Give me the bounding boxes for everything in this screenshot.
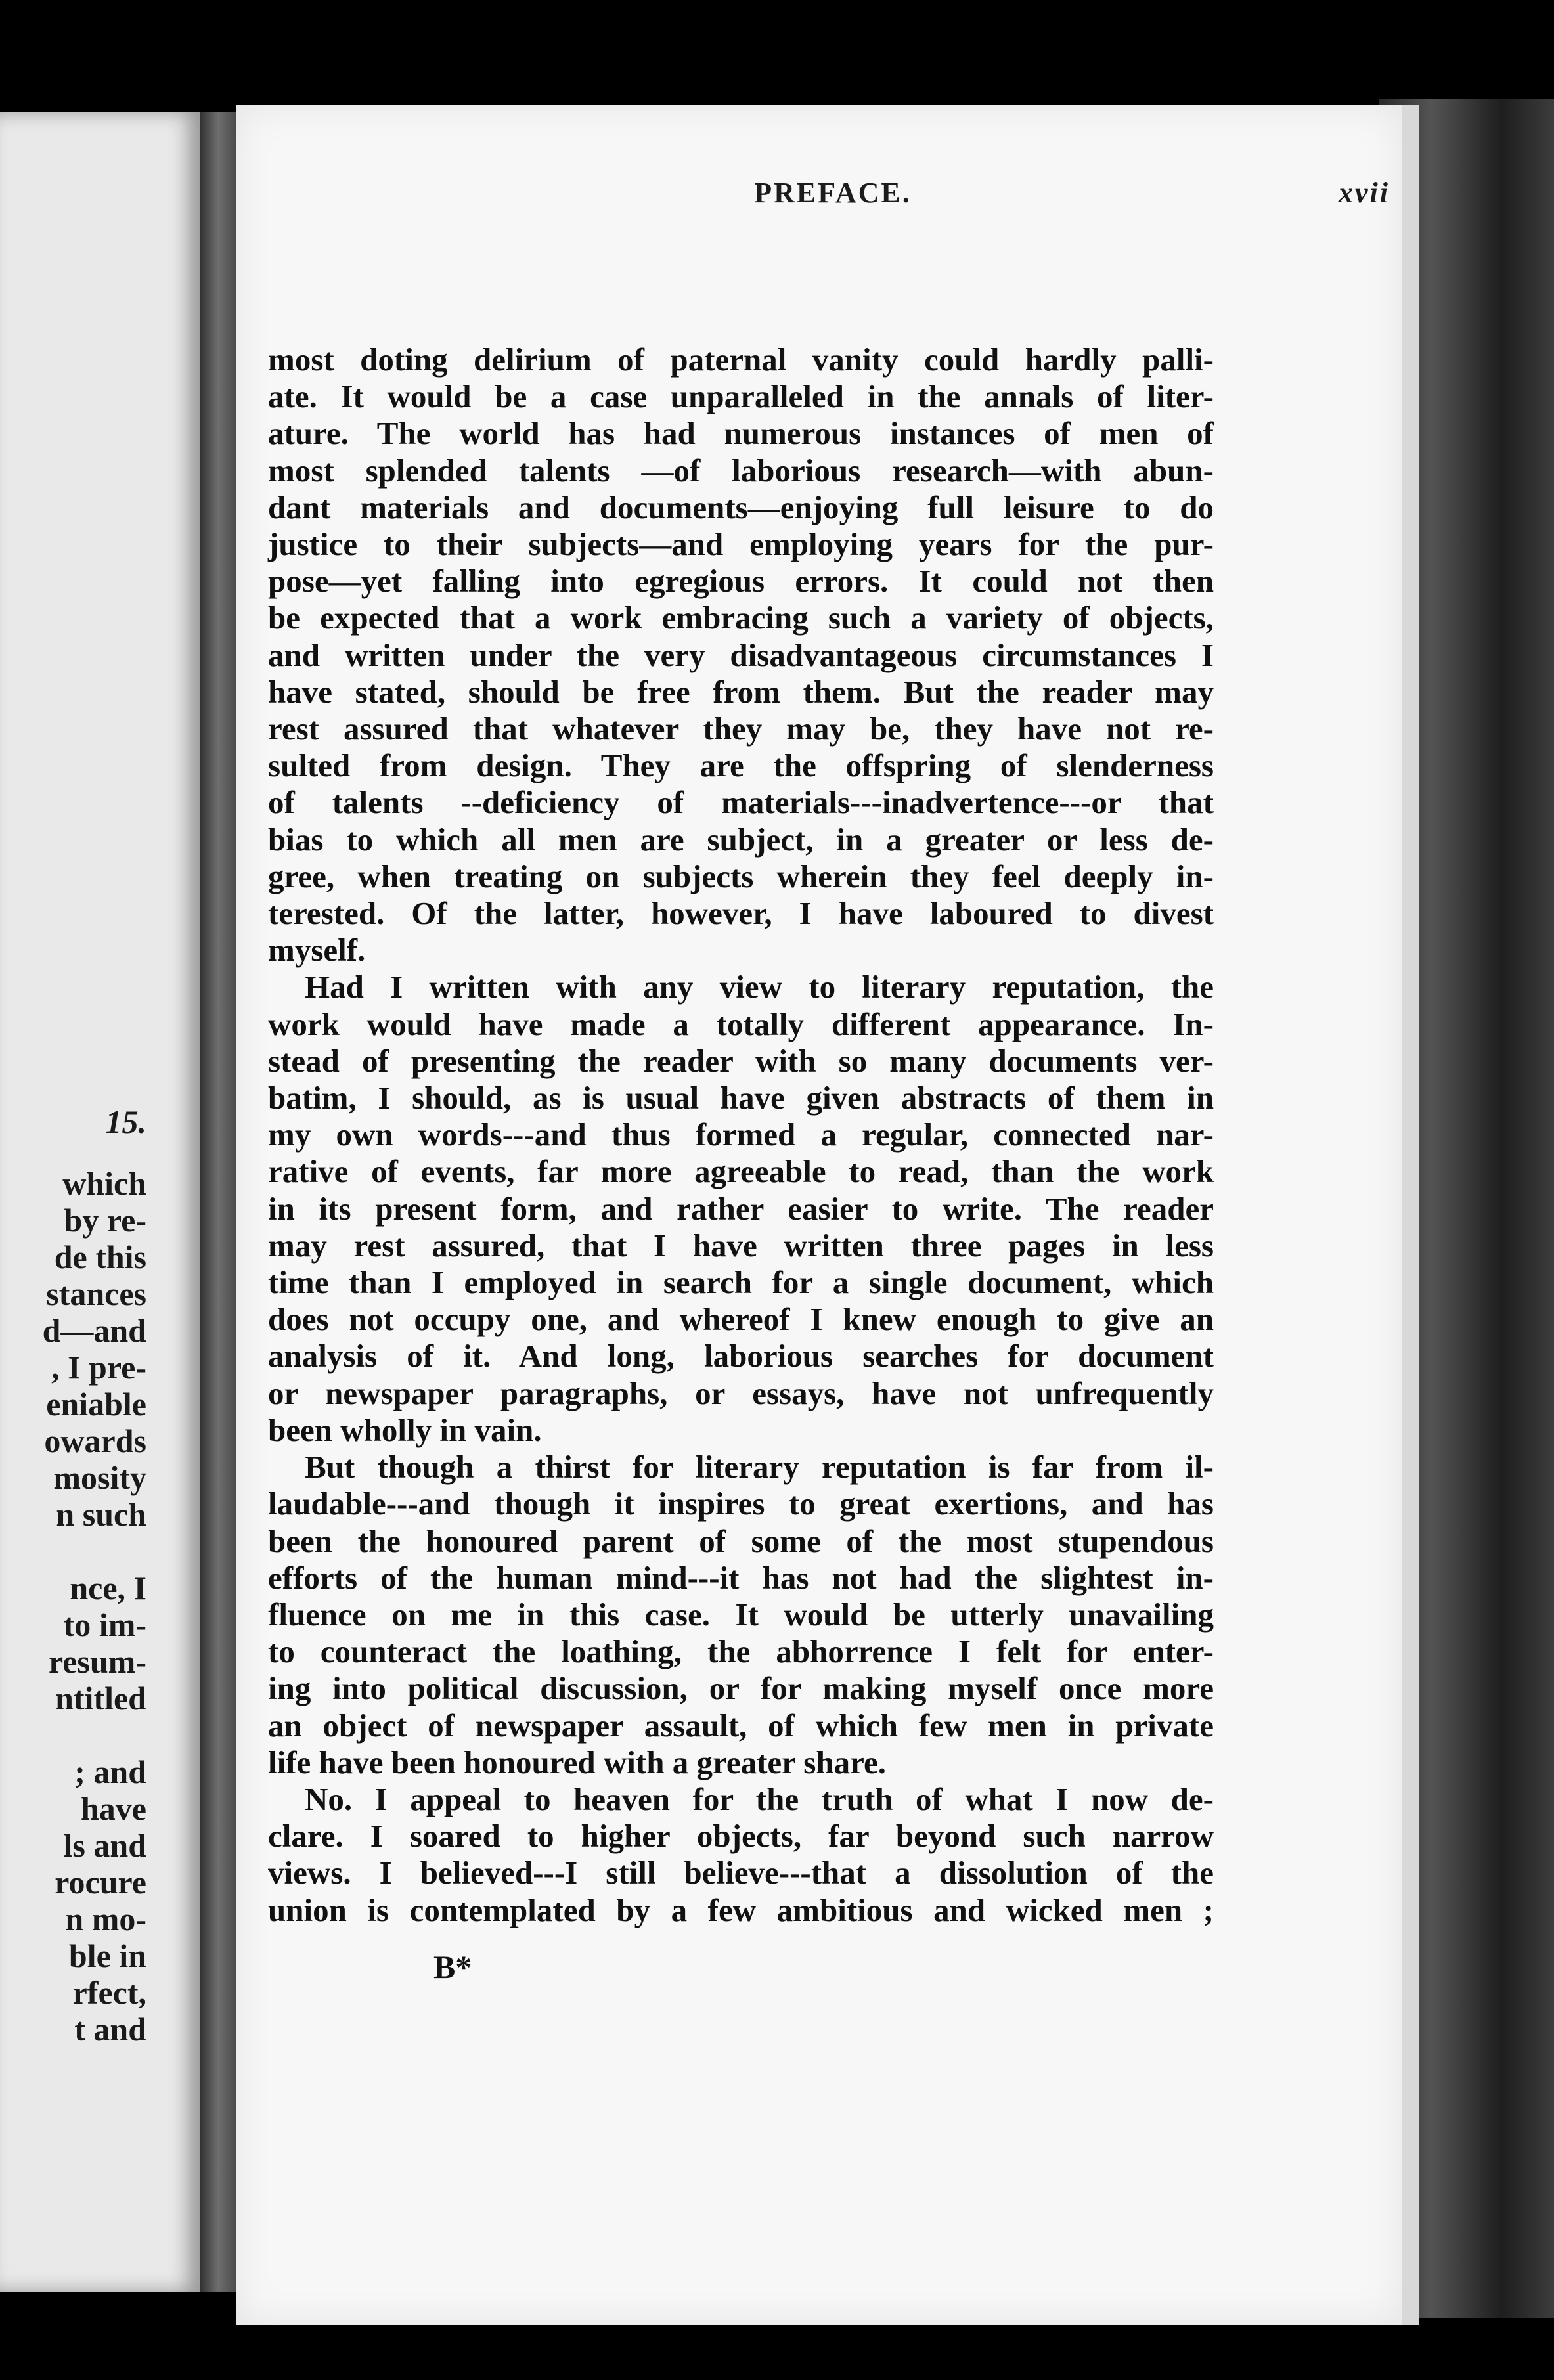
text-line: terested. Of the latter, however, I have laboured to divest: [268, 895, 1214, 932]
facing-page-block-a: [43, 1165, 146, 1533]
text-line: bias to which all men are subject, in a greater or less de-: [268, 821, 1214, 858]
paragraph: [268, 969, 1214, 1449]
facing-text-line: mosity: [53, 1459, 146, 1496]
facing-page-block-b: [43, 1570, 146, 1717]
facing-text-line: ntitled: [55, 1680, 146, 1717]
paragraph: [268, 1449, 1214, 1781]
text-line: work would have made a totally different appearance. In-: [268, 1005, 1214, 1042]
facing-text-line: rfect,: [72, 1974, 146, 2011]
paragraph: [268, 342, 1214, 969]
text-line: rest assured that whatever they may be, they have not re-: [268, 711, 1214, 747]
text-line: to counteract the loathing, the abhorrence I felt for enter-: [268, 1633, 1214, 1670]
facing-text-line: ble in: [68, 1937, 146, 1974]
book-gutter: [200, 112, 240, 2292]
facing-page-number: 15.: [105, 1103, 146, 1140]
facing-text-line: de this: [54, 1239, 146, 1275]
text-line: efforts of the human mind---it has not had the slightest in-: [268, 1559, 1214, 1596]
facing-text-line: t and: [74, 2011, 146, 2048]
text-line: may rest assured, that I have written three pages in less: [268, 1227, 1214, 1264]
facing-text-line: resum-: [48, 1643, 146, 1680]
facing-text-line: eniable: [46, 1386, 146, 1422]
facing-text-line: nce, I: [70, 1570, 146, 1606]
facing-text-line: owards: [44, 1422, 146, 1459]
text-line: ature. The world has had numerous instances of men of: [268, 415, 1214, 452]
text-line: analysis of it. And long, laborious searches for document: [268, 1338, 1214, 1375]
facing-page-text: [43, 1103, 146, 2048]
text-line: No. I appeal to heaven for the truth of what I now de-: [305, 1780, 1214, 1817]
text-line: clare. I soared to higher objects, far beyond such narrow: [268, 1818, 1214, 1855]
facing-page-block-c: [43, 1753, 146, 2048]
page-number: xvii: [1339, 177, 1390, 209]
facing-text-line: ls and: [63, 1827, 146, 1864]
text-line: be expected that a work embracing such a variety of objects,: [268, 600, 1214, 636]
text-line: justice to their subjects—and employing years for the pur-: [268, 526, 1214, 563]
text-line: Had I written with any view to literary reputation, the: [305, 969, 1214, 1005]
text-line: stead of presenting the reader with so many documents ver-: [268, 1042, 1214, 1079]
text-line: and written under the very disadvantageous circumstances I: [268, 636, 1214, 673]
text-line: ing into political discussion, or for making myself once more: [268, 1670, 1214, 1707]
text-line: or newspaper paragraphs, or essays, have not unfrequently: [268, 1375, 1214, 1411]
text-line: life have been honoured with a greater share.: [268, 1744, 886, 1780]
text-line: dant materials and documents—enjoying full leisure to do: [268, 489, 1214, 525]
paragraph: [268, 1781, 1214, 1929]
running-head: PREFACE.: [754, 177, 912, 209]
facing-text-line: which: [62, 1165, 146, 1202]
facing-text-line: have: [81, 1790, 146, 1827]
text-line: does not occupy one, and whereof I knew enough to give an: [268, 1301, 1214, 1338]
text-line: time than I employed in search for a single document, which: [268, 1264, 1214, 1301]
facing-text-line: , I pre-: [51, 1349, 146, 1386]
page-body: [268, 342, 1214, 1929]
text-line: have stated, should be free from them. But the reader may: [268, 673, 1214, 710]
text-line: union is contemplated by a few ambitious and wicked men ;: [268, 1891, 1214, 1928]
text-line: views. I believed---I still believe---that a dissolution of the: [268, 1855, 1214, 1891]
facing-text-line: by re-: [64, 1202, 146, 1239]
text-line: most splended talents —of laborious research—with abun-: [268, 452, 1214, 489]
text-line: been the honoured parent of some of the most stupendous: [268, 1522, 1214, 1559]
text-line: of talents --deficiency of materials---inadvertence---or that: [268, 784, 1214, 821]
text-line: But though a thirst for literary reputation is far from il-: [305, 1449, 1214, 1486]
facing-text-line: to im-: [63, 1606, 146, 1643]
text-line: myself.: [268, 932, 366, 969]
text-line: pose—yet falling into egregious errors. It could not then: [268, 563, 1214, 600]
text-line: rative of events, far more agreeable to read, than the work: [268, 1153, 1214, 1190]
text-line: in its present form, and rather easier to write. The reader: [268, 1190, 1214, 1227]
text-line: batim, I should, as is usual have given abstracts of them in: [268, 1080, 1214, 1116]
facing-text-line: rocure: [55, 1864, 146, 1901]
text-line: an object of newspaper assault, of which few men in private: [268, 1707, 1214, 1744]
facing-text-line: n such: [56, 1496, 146, 1533]
text-line: most doting delirium of paternal vanity could hardly palli-: [268, 342, 1214, 378]
facing-text-line: n mo-: [65, 1901, 146, 1937]
text-line: fluence on me in this case. It would be utterly unavailing: [268, 1596, 1214, 1633]
text-line: sulted from design. They are the offspring of slenderness: [268, 747, 1214, 784]
facing-text-line: ; and: [74, 1753, 146, 1790]
text-line: ate. It would be a case unparalleled in the annals of liter-: [268, 378, 1214, 415]
text-line: gree, when treating on subjects wherein they feel deeply in-: [268, 858, 1214, 894]
facing-text-line: d—and: [42, 1312, 146, 1349]
signature-mark: B*: [433, 1949, 472, 1985]
text-line: been wholly in vain.: [268, 1411, 542, 1448]
facing-page-left: [0, 112, 200, 2292]
page-header: [276, 176, 1390, 222]
facing-text-line: stances: [46, 1275, 146, 1312]
text-line: laudable---and though it inspires to great exertions, and has: [268, 1486, 1214, 1522]
text-line: my own words---and thus formed a regular, connected nar-: [268, 1116, 1214, 1153]
